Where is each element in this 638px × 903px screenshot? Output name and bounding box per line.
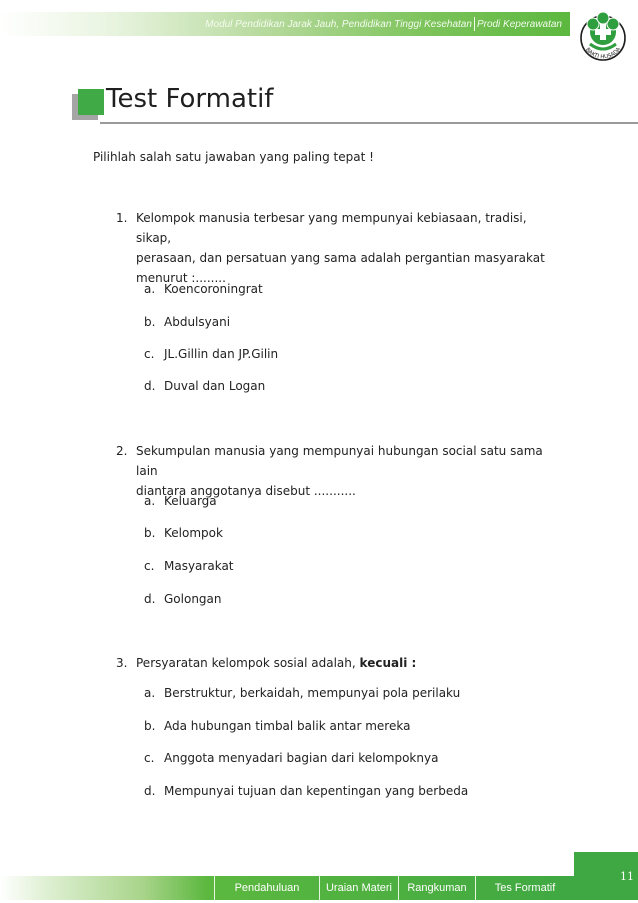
q3-option-d[interactable] (144, 784, 468, 798)
option-letter: d. (144, 592, 156, 606)
nav-rangkuman[interactable] (398, 876, 475, 900)
nav-label: Pendahuluan (234, 882, 300, 894)
q3-option-b[interactable] (144, 719, 410, 733)
option-text: Duval dan Logan (164, 379, 266, 393)
question-number: 1. (116, 211, 128, 225)
q2-option-d[interactable] (144, 592, 222, 606)
option-letter: b. (144, 315, 156, 329)
nav-pendahuluan[interactable] (214, 876, 319, 900)
nav-label: Uraian Materi (325, 882, 393, 894)
q1-option-b[interactable] (144, 315, 230, 329)
stem-line: Kelompok manusia terbesar yang mempunyai kebiasaan, tradisi, sikap, (136, 211, 527, 245)
program-title: Prodi Keperawatan (476, 18, 562, 30)
q3-option-a[interactable] (144, 686, 460, 700)
option-text: Abdulsyani (164, 315, 231, 329)
option-text: Ada hubungan timbal balik antar mereka (164, 719, 411, 733)
stem-line: Sekumpulan manusia yang mempunyai hubungan social satu sama lain (136, 444, 543, 478)
nav-label: Rangkuman (407, 882, 467, 894)
option-letter: d. (144, 784, 156, 798)
option-letter: a. (144, 686, 156, 700)
q1-option-c[interactable] (144, 347, 278, 361)
q2-option-b[interactable] (144, 526, 223, 540)
option-letter: a. (144, 494, 156, 508)
nav-tes-formatif[interactable] (475, 876, 574, 900)
question-stem (136, 441, 556, 501)
footer-nav (214, 876, 574, 900)
option-letter: c. (144, 751, 155, 765)
option-letter: d. (144, 379, 156, 393)
page-title: Test Formatif (106, 84, 274, 114)
page-number-box (574, 852, 638, 900)
stem-line: menurut :........ (136, 271, 226, 285)
stem-text: Persyaratan kelompok sosial adalah, (136, 656, 360, 670)
q3-option-c[interactable] (144, 751, 438, 765)
header-separator (474, 17, 475, 31)
instruction-text: Pilihlah salah satu jawaban yang paling tepat ! (93, 150, 374, 164)
q1-option-d[interactable] (144, 379, 265, 393)
option-text: Golongan (164, 592, 222, 606)
nav-uraian-materi[interactable] (319, 876, 398, 900)
title-square-green (78, 89, 104, 115)
q2-option-a[interactable] (144, 494, 217, 508)
title-divider (100, 122, 638, 124)
header-module-text (205, 17, 562, 31)
q2-option-c[interactable] (144, 559, 234, 573)
option-letter: c. (144, 347, 155, 361)
kemenkes-logo-icon (574, 4, 632, 70)
question-stem (136, 653, 556, 673)
stem-emphasis: kecuali : (359, 656, 417, 670)
stem-line: diantara anggotanya disebut ........... (136, 484, 356, 498)
option-letter: b. (144, 719, 156, 733)
stem-line: perasaan, dan persatuan yang sama adalah pergantian masyarakat (136, 251, 545, 265)
svg-text:BAKTI HUSADA: BAKTI HUSADA (584, 46, 623, 61)
option-letter: c. (144, 559, 155, 573)
option-text: Berstruktur, berkaidah, mempunyai pola perilaku (164, 686, 461, 700)
question-stem (136, 208, 556, 288)
module-title: Modul Pendidikan Jarak Jauh, Pendidikan Tinggi Kesehatan (205, 18, 472, 30)
option-text: Koencoroningrat (164, 282, 263, 296)
question-number: 2. (116, 444, 128, 458)
q1-option-a[interactable] (144, 282, 263, 296)
page-number: 11 (620, 870, 634, 883)
option-text: Mempunyai tujuan dan kepentingan yang berbeda (164, 784, 469, 798)
nav-label: Tes Formatif (494, 882, 556, 894)
option-text: Keluarga (164, 494, 217, 508)
option-text: Kelompok (164, 526, 223, 540)
option-text: JL.Gillin dan JP.Gilin (164, 347, 279, 361)
option-text: Anggota menyadari bagian dari kelompoknya (164, 751, 439, 765)
question-number: 3. (116, 656, 128, 670)
option-letter: b. (144, 526, 156, 540)
option-letter: a. (144, 282, 156, 296)
option-text: Masyarakat (164, 559, 234, 573)
